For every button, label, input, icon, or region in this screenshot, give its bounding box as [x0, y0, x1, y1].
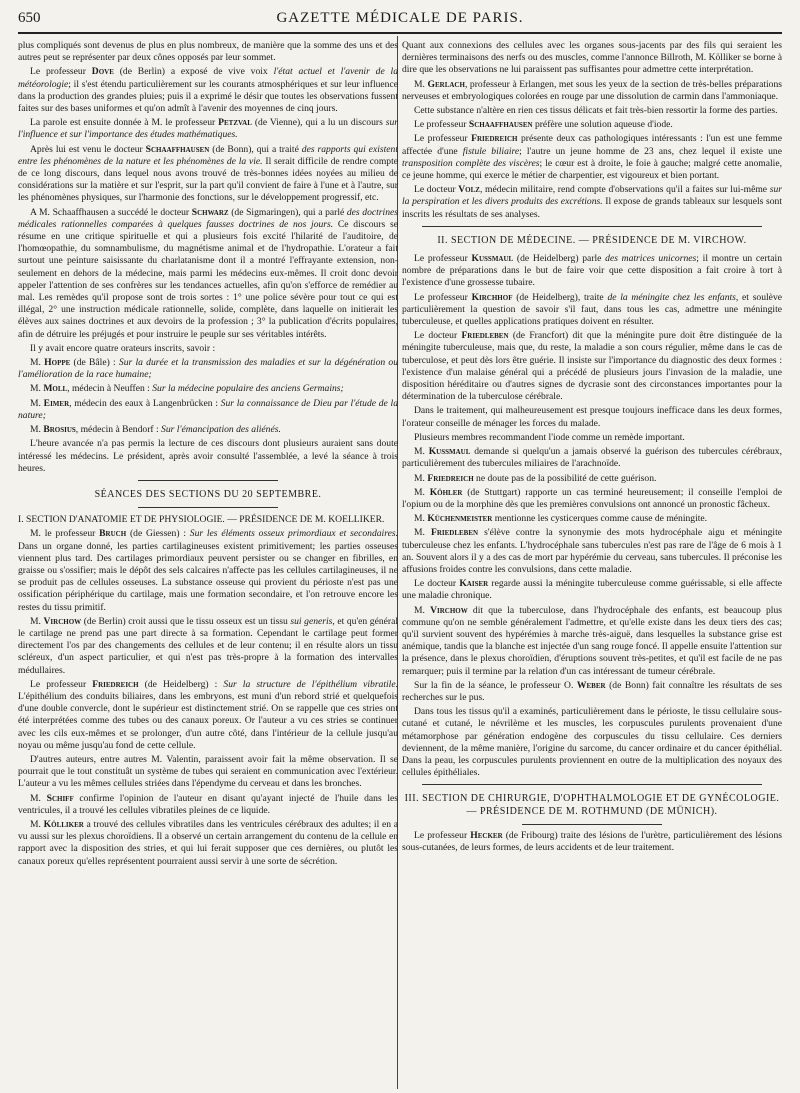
paragraph: Sur la fin de la séance, le professeur O. Weber (de Bonn) fait connaître les résultats de ses recherches sur le pus.: [402, 679, 782, 703]
author-name: Friedreich: [427, 472, 474, 484]
author-name: Volz: [458, 184, 480, 196]
author-name: Schaaffhausen: [468, 119, 533, 131]
paragraph: Le professeur Friedreich présente deux cas pathologiques intéressants : l'un est une femme affectée d'une fistule biliaire; l'autre un jeune homme de 23 ans, chez lequel il existe une transposition complète des viscères; le cœur est à droite, le foie à gauche; malgré cette anomalie, ce jeune homme, qui exerce le métier de charpentier, est vigoureux et bien portant.: [402, 133, 782, 182]
page-number: 650: [18, 10, 41, 26]
paragraph: La parole est ensuite donnée à M. le professeur Petzval (de Vienne), qui a lu un discours sur l'influence et sur l'importance des études mathématiques.: [18, 117, 398, 141]
paragraph: Dans le traitement, qui malheureusement est presque toujours inefficace dans les deux formes, l'orateur conseille de ménager les forces du malade.: [402, 405, 782, 429]
author-name: Kussmaul: [428, 446, 471, 458]
author-name: Kussmaul: [471, 253, 514, 265]
speaker-entry: M. Eimer, médecin des eaux à Langenbrücken : Sur la connaissance de Dieu par l'étude de la nature;: [18, 397, 398, 421]
paragraph: Après lui est venu le docteur Schaaffhausen (de Bonn), qui a traité des rapports qui existent entre les phénomènes de la nature et les phénomènes de la vie. Il serait difficile de rendre compte de ce long discours, dans lequel nous avons trouvé de très-bonnes idées noyées au milieu de considérations sur la matière et sur l'esprit, sur la part qu'il convient de faire à l'une et à l'autre, sur les phénomènes physiques, sur l'harmonie des fonctions, sur le développement progressif, etc.: [18, 143, 398, 204]
speaker-entry: M. Brosius, médecin à Bendorf : Sur l'émancipation des aliénés.: [30, 424, 281, 436]
author-name: Petzval: [218, 117, 252, 129]
paragraph: Le professeur Hecker (de Fribourg) traite des lésions de l'urètre, particulièrement des lésions sous-cutanées, de leurs formes, de leurs accidents et de leur traitement.: [402, 829, 782, 853]
paragraph: M. Friedreich ne doute pas de la possibilité de cette guérison.: [414, 472, 657, 484]
paragraph: M. Kussmaul demande si quelqu'un a jamais observé la guérison des tubercules cérébraux, particulièrement des tubercules miliaires de l'arachnoïde.: [402, 446, 782, 470]
author-name: Köhler: [429, 486, 463, 498]
paragraph: Le professeur Kussmaul (de Heidelberg) parle des matrices unicornes; il montre un certain nombre de préparations dans le but de faire voir que cette disposition a fait croire à tort à l'existence d'une grossesse tubaire.: [402, 253, 782, 289]
paragraph: Plusieurs membres recommandent l'iode comme un remède important.: [414, 431, 685, 443]
paragraph: D'autres auteurs, entre autres M. Valentin, paraissent avoir fait la même observation. Il se pourrait que le tout constituât un système de tubes qui seraient en communication avec l'extérieur. L'auteur a vu les mêmes cellules striées dans l'épendyme du cerveau et dans les bronches.: [18, 753, 398, 790]
paragraph: Le professeur Schaaffhausen préfère une solution aqueuse d'iode.: [414, 119, 673, 131]
paragraph: Le docteur Kaiser regarde aussi la méningite tuberculeuse comme guérissable, si elle affecte une maladie chronique.: [402, 578, 782, 602]
author-name: Hecker: [470, 829, 503, 841]
paragraph: Quant aux connexions des cellules avec les organes sous-jacents par des fils qui seraient les dernières terminaisons des nerfs ou des muscles, comme l'annonce Billroth, M. Kölliker se borne à dire que les observations ne lui paraissent pas suffisantes pour admettre cette interprétation.: [402, 40, 782, 76]
author-name: Dove: [91, 66, 114, 78]
author-name: Kirchhof: [471, 291, 513, 303]
paragraph: L'heure avancée n'a pas permis la lecture de ces discours dont plusieurs auraient sans doute intéressé les médecins. Le président, après avoir consulté l'assemblée, a levé la séance à trois heures.: [18, 438, 398, 474]
paragraph: Le docteur Volz, médecin militaire, rend compte d'observations qu'il a faites sur lui-même sur la perspiration et les divers produits des excrétions. Il expose de grands tableaux sur lesquels sont inscrits les résultats de ses analyses.: [402, 184, 782, 220]
author-name: Bruch: [99, 528, 127, 540]
paragraph: M. Kölliker a trouvé des cellules vibratiles dans les ventricules cérébraux des adultes; il en a vu aussi sur les plexus choroïdiens. Il a observé un certain arrangement du contenu de la cellule en rapport avec la disposition des stries, et qui lui ferait supposer que ces dernières, ou plutôt les canaux poreux qu'elles représentent pourraient aussi servir à une sorte de sécrétion.: [18, 818, 398, 867]
paragraph: Le professeur Friedreich (de Heidelberg) : Sur la structure de l'épithélium vibratile. L'épithélium des conduits biliaires, dans les embryons, est muni d'un rebord strié et quelquefois d'une double convercle, dont le supérieur est distinctement strié. On se rappelle que ces stries ont été interprétées comme des tubes ou des canaux poreux. Or l'auteur a vu ces stries se continuer avec les cils eux-mêmes et se prolonger, d'un autre côté, dans l'intérieur de la cellule jusqu'au noyau ou même jusqu'au fond de cette cellule.: [18, 678, 398, 751]
left-column: [18, 40, 398, 1087]
speaker-entry: M. Moll, médecin à Neuffen : Sur la médecine populaire des anciens Germains;: [30, 383, 344, 395]
paragraph: M. Virchow dit que la tuberculose, dans l'hydrocéphale des enfants, est beaucoup plus commune qu'on ne semble généralement l'admettre, et qu'elle existe dans les deux tiers des cas; qu'il survient souvent des hypérémies à marche très-aiguë, dans lesquelles la substance grise est anémique, tandis que la blanche est injectée d'un sang rouge foncé. Il appelle ensuite l'attention sur la présence, dans le plexus choroïdien, d'éruptions souvent très-petites, et qu'il est facile de ne pas remarquer; puis il termine par la relation d'un cas intéressant de tumeur cérébrale.: [402, 604, 782, 677]
author-name: Schaaffhausen: [145, 143, 210, 155]
subsection-heading: I. SECTION D'ANATOMIE ET DE PHYSIOLOGIE. — PRÉSIDENCE DE M. KOELLIKER.: [18, 514, 385, 526]
author-name: Friedleben: [430, 527, 479, 539]
paragraph: Le professeur Kirchhof (de Heidelberg), traite de la méningite chez les enfants, et soulève particulièrement la question de savoir s'il faut, dans tous les cas, admettre une méningite tuberculeuse, et quelles applications pratiques doivent en résulter.: [402, 291, 782, 328]
divider: [422, 226, 762, 227]
author-name: Virchow: [430, 604, 468, 616]
author-name: Virchow: [43, 615, 82, 627]
paragraph: Le professeur Dove (de Berlin) a exposé de vive voix l'état actuel et l'avenir de la météorologie; il s'est étendu particulièrement sur les courants atmosphériques et sur leur influence dans la production des grandes pluies; puis il a exprimé le désir que toutes les observations fussent faites sur des bases uniformes et qu'on admît à l'avenir des moyennes de cinq jours.: [18, 66, 398, 115]
paragraph: M. le professeur Bruch (de Giessen) : Sur les éléments osseux primordiaux et secondaires. Dans un organe donné, les parties cartilagineuses existent primitivement; les parties osseuses viennent plus tard. Des cartilages primordiaux peuvent persister ou se changer en fibrilles, en graisse ou s'ossifier; mais le dépôt des sels calcaires n'affecte pas les cellules cartilagineuses, il ne se produit pas de cellules osseuses. La substance osseuse qui provient du périoste n'est pas une ossification périphérique du cartilage, mais une formation secondaire, et l'on retrouve encore les restes du tissu primitif.: [18, 528, 398, 613]
paragraph: plus compliqués sont devenus de plus en plus nombreux, de manière que la somme des uns et des autres peut se représenter par deux cônes opposés par leur sommet.: [18, 40, 398, 64]
author-name: Küchenmeister: [427, 513, 493, 525]
author-name: Hoppe: [44, 357, 71, 369]
author-name: Schiff: [46, 792, 74, 804]
divider: [422, 784, 762, 785]
paragraph: Cette substance n'altère en rien ces tissus délicats et fait très-bien ressortir la forme des parties.: [414, 105, 778, 117]
paragraph: M. Küchenmeister mentionne les cysticerques comme cause de méningite.: [414, 513, 708, 525]
author-name: Gerlach: [427, 78, 465, 90]
page-header: [18, 8, 782, 34]
divider: [138, 480, 278, 481]
paragraph: M. Köhler (de Stuttgart) rapporte un cas terminé heureusement; il conseille l'emploi de l'opium ou de la morphine dès que les premières convulsions ont annoncé un pronostic fâcheux.: [402, 486, 782, 510]
author-name: Friedleben: [461, 330, 509, 342]
author-name: Eimer: [43, 397, 70, 409]
paragraph: Le docteur Friedleben (de Francfort) dit que la méningite pure doit être distinguée de la méningite tuberculeuse, mais que, du reste, la maladie a son cours régulier, même dans le cas de tuberculose, et peut dès lors être guérie. Il insiste sur l'importance du diagnostic des deux formes : l'existence d'un malaise général qui a précédé de plusieurs jours l'invasion de la maladie, une disposition héréditaire ou d'autres signes de dycrasie sont des circonstances importantes pour la détermination de la tuberculose cérébrale.: [402, 330, 782, 403]
paragraph: M. Friedleben s'élève contre la synonymie des mots hydrocéphale aigu et méningite tuberculeuse chez les enfants. L'hydrocéphale sans tubercules n'est pas rare de l'âge de 6 mois à 1 an. Souvent alors il y a des cas de mort par hypérémie du cerveau, sans tubercules. Il préconise les affusions froides contre les convulsions, dans cette maladie.: [402, 527, 782, 575]
paragraph: M. Schiff confirme l'opinion de l'auteur en disant qu'ayant injecté de l'huile dans les ventricules, il a trouvé les cellules vibratiles pleines de ce liquide.: [18, 792, 398, 816]
author-name: Brosius: [43, 424, 76, 436]
paragraph: Il y avait encore quatre orateurs inscrits, savoir :: [30, 342, 216, 354]
author-name: Moll: [43, 383, 68, 395]
author-name: Schwarz: [191, 206, 229, 218]
divider: [522, 824, 662, 825]
section-heading: II. SECTION DE MÉDECINE. — PRÉSIDENCE DE M. VIRCHOW.: [437, 234, 747, 246]
speaker-entry: M. Hoppe (de Bâle) : Sur la durée et la transmission des maladies et sur la dégénération ou l'amélioration de la race humaine;: [18, 357, 398, 381]
paragraph: A M. Schaaffhausen a succédé le docteur Schwarz (de Sigmaringen), qui a parlé des doctrines médicales rationnelles comparées à quelques fausses doctrines de nos jours. Ce discours se résume en une critique spirituelle et qui a plusieurs fois excité l'hilarité de l'auditoire, de l'homœopathie, du somnambulisme, du magnétisme animal et de l'hydropathie. L'orateur a fait surtout une peinture saisissante du charlatanisme dont il a montré l'effrayante extension, non-seulement en dehors de la médecine, mais parmi les médecins eux-mêmes. Il croit donc devoir appeler l'attention de ses confrères sur les tendances actuelles, afin qu'on s'efforce de remédier au mal. Les remèdes qu'il propose sont de trois sortes : 1° une police sévère pour tout ce qui est illégal, 2° une instruction médicale rationnelle, solide, complète, dans laquelle on initierait les élèves aux saines doctrines et aux devoirs de la profession ; 3° la publication d'écrits populaires, afin de détruire les préjugés et pour instruire le peuple sur ses véritables intérêts.: [18, 206, 398, 340]
paragraph: M. Virchow (de Berlin) croit aussi que le tissu osseux est un tissu sui generis, et qu'en général le cartilage ne prend pas une part directe à sa formation. Cependant le cartilage peut former directement l'os par des changements des cellules et de leur contenu; il en résulte alors un tissu scléreux, d'un aspect particulier, et qui n'est pas très-propre à la formation des intervalles médullaires.: [18, 615, 398, 676]
author-name: Friedreich: [92, 678, 139, 690]
author-name: Kölliker: [43, 818, 84, 830]
right-column: [402, 40, 782, 1087]
journal-title: GAZETTE MÉDICALE DE PARIS.: [276, 10, 524, 26]
section-heading: SÉANCES DES SECTIONS DU 20 SEPTEMBRE.: [94, 488, 322, 500]
divider: [138, 507, 278, 508]
section-heading: III. SECTION DE CHIRURGIE, D'OPHTHALMOLOGIE ET DE GYNÉCOLOGIE. — PRÉSIDENCE DE M. ROTHMUND (DE MÜNICH).: [404, 793, 780, 817]
author-name: Friedreich: [471, 133, 518, 145]
author-name: Kaiser: [459, 578, 489, 590]
author-name: Weber: [576, 679, 606, 691]
paragraph: Dans tous les tissus qu'il a examinés, particulièrement dans le périoste, le tissu cellulaire sous-cutané et cutané, le névrilème et les muscles, les corpuscules purulents provenaient d'une métamorphose par génération endogène des corpuscules du tissu cellulaire. Ces derniers deviennent, de la même manière, l'origine du sarcome, du cancer ordinaire et du cancer épithélial. Dans la peau, les corpuscules purulents proviennent en outre de la multiplication des noyaux des cellules épithéliales.: [402, 706, 782, 779]
paragraph: M. Gerlach, professeur à Erlangen, met sous les yeux de la section de très-belles préparations nerveuses et embryologiques colorées en rouge par une dissolution de carmin dans l'ammoniaque.: [402, 78, 782, 102]
